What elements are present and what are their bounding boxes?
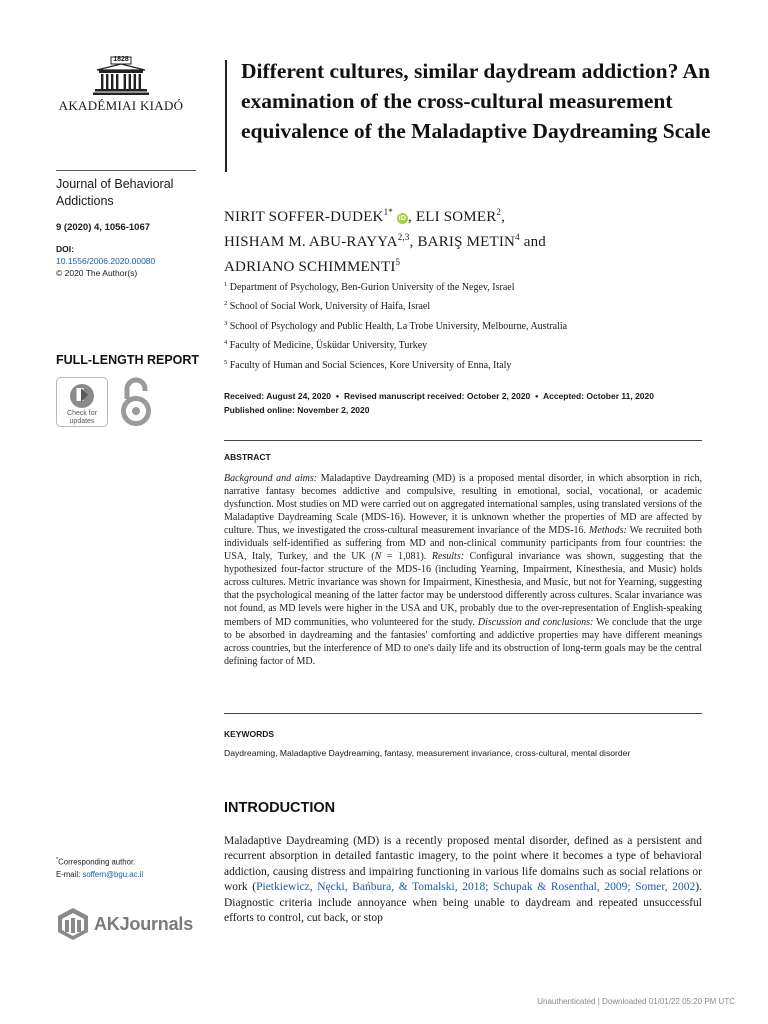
abstract-divider [224,440,702,441]
received-date: Received: August 24, 2020 [224,391,331,401]
affiliation [224,300,704,319]
affiliation-text: School of Psychology and Public Health, La Trobe University, Melbourne, Australia [229,320,568,332]
author-sup: 2,3 [397,232,410,242]
journal-name: Journal of Behavioral Addictions [56,177,174,208]
revised-date: Revised manuscript received: October 2, 2020 [344,391,531,401]
author-list [224,202,704,277]
abstract-text [224,472,702,668]
orcid-icon[interactable]: iD [398,215,407,222]
affiliation [224,281,704,300]
abstract-conclusions: We conclude that the urge to be absorbed in daydreaming and the fantasies' comforting and addictive properties may have different meanings across countries, but the interference of MD to one's daily life and its obstruction of long-term goals may be the central defining factor of MD. [224,616,702,667]
author-name: , BARIŞ METIN [409,234,516,250]
correspondence [56,854,143,881]
asterisk: * [56,857,59,863]
affiliation-number: 1 [224,281,228,288]
download-footer: Unauthenticated | Downloaded 01/01/22 05:20 PM UTC [537,997,735,1006]
author-sup: 1* [383,207,393,217]
author-sup: 5 [395,257,401,267]
intro-text: ). Diagnostic criteria include annoyance when being unable to daydream and repeated unsuccessful efforts to control, cut back, or stop [224,881,703,925]
affiliation-text: Faculty of Human and Social Sciences, Kore University of Enna, Italy [229,359,512,371]
affiliation [224,320,704,339]
abstract-heading: ABSTRACT [224,452,271,462]
email-label: E-mail: [56,869,83,879]
abstract-conclusions-label: Discussion and conclusions: [477,616,594,628]
corresponding-label: Corresponding author. [58,857,136,867]
publisher-name: AKADÉMIAI KIADÓ [58,98,184,113]
affiliation-number: 4 [224,339,228,347]
intro-text: Maladaptive Daydreaming (MD) is a recently proposed mental disorder, defined as a persistent and recurrent absorption in detailed fantastic imagery, to the point where it becomes a type of behavioral addiction, causing distress and impairing functioning in various life domains such as social relations or work ( [224,835,702,894]
citation-link[interactable]: Pietkiewicz, Nęcki, Bańbura, & Tomalski, 2018; Schupak & Rosenthal, 2009; Somer, 2002 [256,881,696,894]
keywords-heading: KEYWORDS [224,729,275,739]
doi-link[interactable]: 10.1556/2006.2020.00080 [56,256,156,266]
affiliation-number: 2 [224,300,228,308]
accepted-date: Accepted: October 11, 2020 [542,391,654,401]
abstract-results-label: Results: [431,551,465,563]
doi-label: DOI: [56,244,74,254]
sidebar-divider [56,170,196,171]
akjournals-name: AKJournals [94,913,194,934]
abstract-background-label: Background and aims: [224,473,318,484]
affiliation-text: School of Social Work, University of Haifa, Israel [229,301,431,313]
akjournals-logo [56,906,193,942]
journal-volume: 9 (2020) 4, 1056-1067 [56,222,151,233]
keywords-divider [224,713,702,714]
author-sup: 2 [496,207,502,217]
abstract-methods-end: = 1,081). [381,551,432,563]
email-link[interactable]: soffern@bgu.ac.il [82,869,144,879]
report-type: FULL-LENGTH REPORT [56,353,200,367]
affiliation-number: 5 [224,358,228,366]
author-name: NIRIT SOFFER-DUDEK [224,209,384,225]
affiliation-number: 3 [224,319,228,327]
keywords-list: Daydreaming, Maladaptive Daydreaming, fantasy, measurement invariance, cross-cultural, mental disorder [224,748,631,758]
author-name: ADRIANO SCHIMMENTI [224,259,396,275]
open-access-icon [118,377,154,427]
author-sup: 4 [515,232,520,242]
author-sep: , [501,209,506,225]
affiliation [224,359,704,378]
abstract-n-symbol: N [374,551,382,563]
affiliation-text: Faculty of Medicine, Üsküdar University, Turkey [229,340,428,352]
akjournals-icon [56,906,90,942]
author-sep: and [519,234,547,250]
abstract-background: Maladaptive Daydreaming (MD) is a proposed mental disorder, in which absorption in rich, narrative fantasy becomes addictive and compulsive, resulting in emotional, social, vocational, or academic dysfunction. Most studies on MD were carried out on aggregated international samples, using translated versions of the Maladaptive Daydreaming Scale (MDS-16). However, it is unknown whether the properties of MD are affected by culture. Thus, we investigated the cross-cultural measurement invariance of the MDS-16. [224,473,702,537]
abstract-results: Configural invariance was shown, suggesting that the hypothesized four-factor structure of the MDS-16 (including Yearning, Impairment, Kinesthesia, and Music) holds across cultures. Metric invariance was shown for Impairment, Kinesthesia, and Music, but not for Yearning, suggesting that the psychological meaning of the latter factor may be understood differently across cultures. Scalar invariance was not found, as MD levels were higher in the USA and UK, probably due to the over-representation of English-speaking members of MD communities, who volunteered for the study. [224,551,702,628]
affiliation [224,339,704,358]
affiliation-text: Department of Psychology, Ben-Gurion University of the Negev, Israel [229,282,515,293]
copyright-notice: © 2020 The Author(s) [56,268,138,278]
abstract-methods-label: Methods: [589,525,627,537]
publisher-logo [56,56,186,114]
author-name: , ELI SOMER [407,209,497,225]
date-separator: ● [335,394,340,400]
affiliation-list [224,281,704,378]
title-divider [225,60,227,172]
article-title: Different cultures, similar daydream addiction? An examination of the cross-cultural measurement equivalence of the Maladaptive Daydreaming Scale [241,59,711,143]
article-dates [224,390,704,416]
abstract-methods: We recruited both individuals self-identified as suffering from MD and non-clinical community participants from four countries: the USA, Italy, Turkey, and the UK ( [224,525,702,563]
introduction-text [224,834,702,926]
introduction-heading: INTRODUCTION [224,800,336,816]
check-updates-label: Check for updates [67,410,97,425]
published-date: Published online: November 2, 2020 [224,404,370,415]
check-updates-badge[interactable] [56,377,108,427]
check-updates-icon [69,383,95,409]
publisher-year: 1828 [113,56,129,63]
date-separator: ● [534,394,539,400]
author-name: HISHAM M. ABU-RAYYA [224,234,398,250]
